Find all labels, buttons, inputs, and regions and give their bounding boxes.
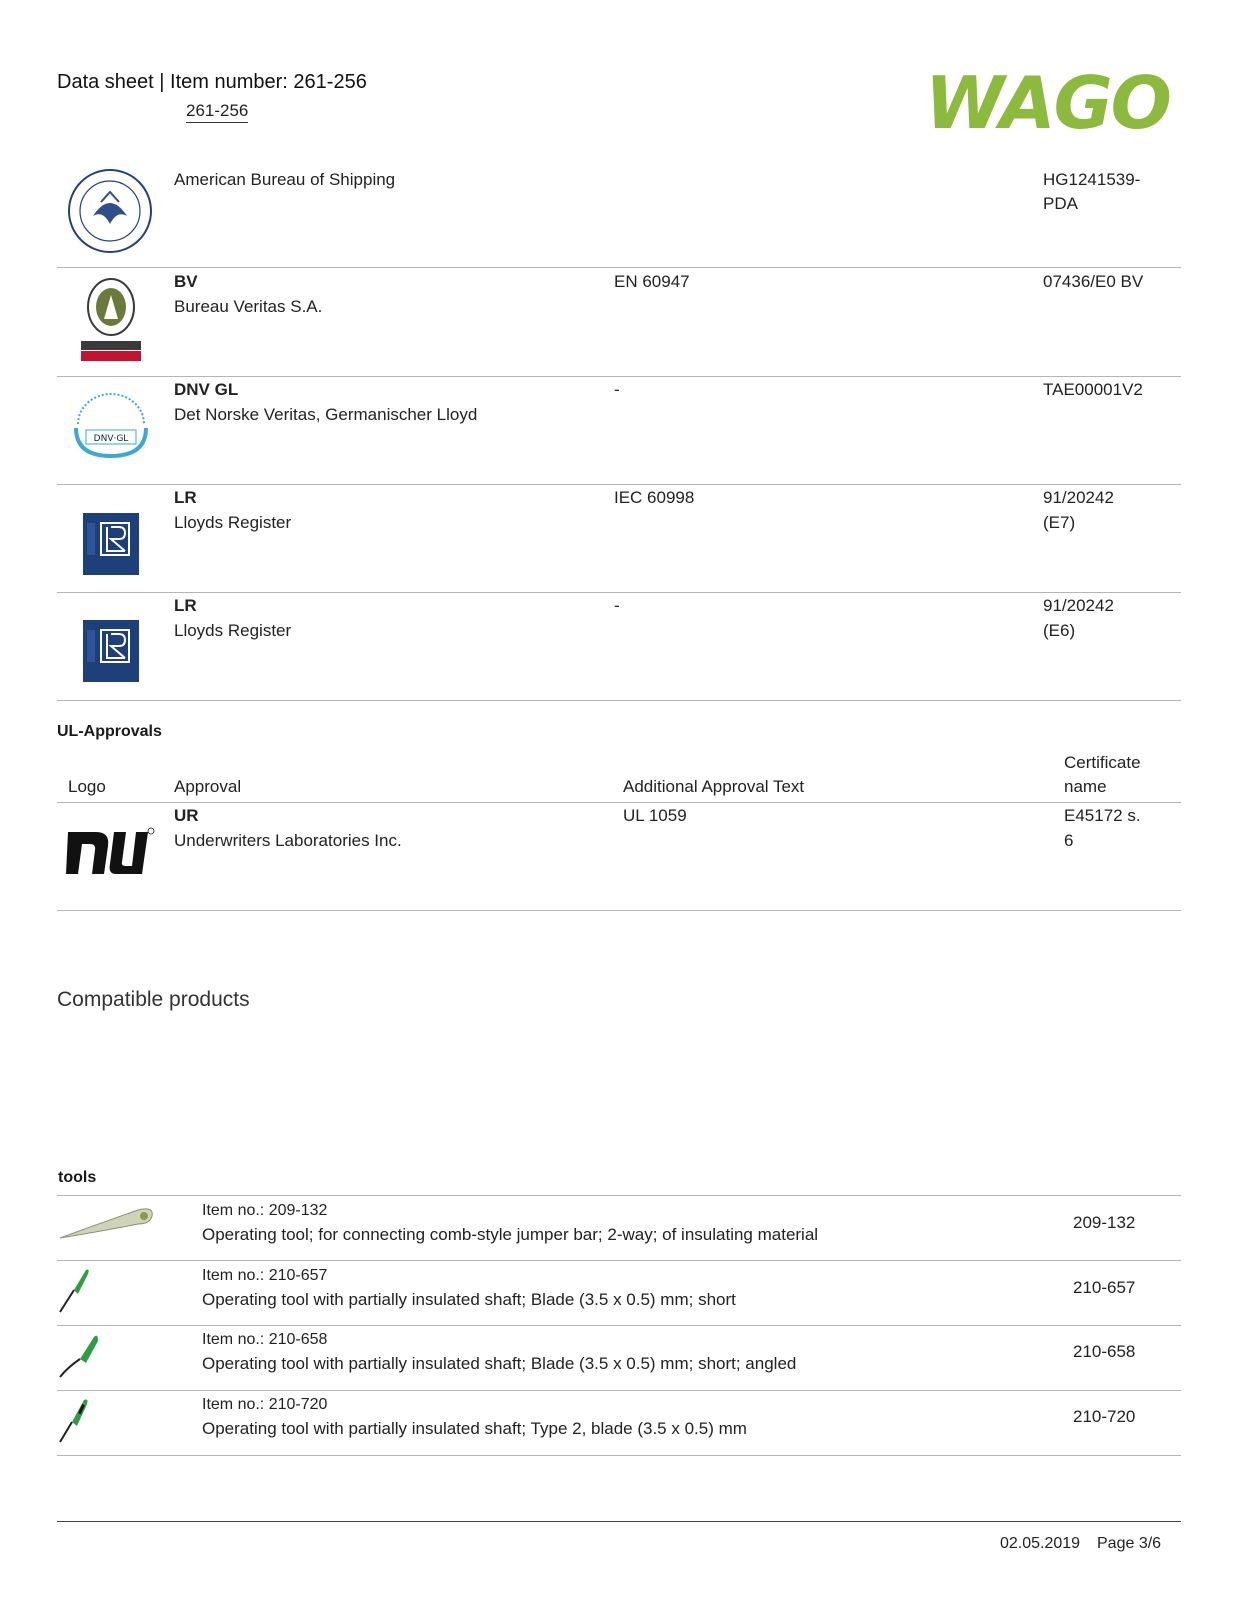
row-divider [57,376,1181,377]
footer-date: 02.05.2019 [1000,1535,1081,1552]
row-divider [57,1260,1181,1261]
approval-standard: UL 1059 [623,806,687,825]
approval-short: LR [174,488,197,507]
ul-approvals-heading: UL-Approvals [57,723,162,740]
dnv-gl-icon [70,390,152,468]
approval-standard: - [614,380,620,399]
row-divider [57,802,1181,803]
item-ref[interactable]: 210-657 [1073,1278,1136,1297]
item-number: Item no.: 209-132 [202,1202,328,1219]
row-divider [57,700,1181,701]
operating-tool-icon [58,1204,156,1244]
approval-standard: - [614,596,620,615]
row-divider [57,592,1181,593]
approval-short: LR [174,596,197,615]
item-description: Operating tool with partially insulated shaft; Blade (3.5 x 0.5) mm; short; angled [202,1354,797,1373]
column-header-logo: Logo [68,777,106,796]
wago-logo-text: WAGO [925,61,1170,144]
item-number: Item no.: 210-657 [202,1267,328,1284]
item-number: Item no.: 210-658 [202,1331,328,1348]
category-heading: tools [58,1169,97,1186]
row-divider [57,1455,1181,1456]
certificate-name: TAE00001V2 [1043,380,1143,399]
certificate-name: HG1241539- [1043,170,1141,189]
bureau-veritas-icon [80,277,142,363]
certificate-name-cont: (E6) [1043,621,1076,640]
approval-name: American Bureau of Shipping [174,170,396,189]
row-divider [57,1195,1181,1196]
column-header-additional: Additional Approval Text [623,777,805,796]
svg-text:DNV·GL: DNV·GL [93,434,129,444]
certificate-name: E45172 s. [1064,806,1141,825]
lloyds-register-icon [83,513,139,575]
compatible-products-heading: Compatible products [57,988,250,1011]
row-divider [57,1390,1181,1391]
approval-standard: IEC 60998 [614,488,695,507]
row-divider [57,910,1181,911]
approval-short: UR [174,806,199,825]
abs-icon [67,168,153,254]
certificate-name: 07436/E0 BV [1043,272,1144,291]
item-number: Item no.: 210-720 [202,1396,328,1413]
certificate-name: 91/20242 [1043,488,1114,507]
approval-name: Underwriters Laboratories Inc. [174,831,402,850]
item-description: Operating tool; for connecting comb-style jumper bar; 2-way; of insulating material [202,1225,819,1244]
certificate-name-cont: PDA [1043,194,1078,213]
approval-name: Det Norske Veritas, Germanischer Lloyd [174,405,478,424]
certificate-name-cont: 6 [1064,831,1074,850]
lloyds-register-icon [83,620,139,682]
page-title: Data sheet | Item number: 261-256 [57,71,367,93]
screwdriver-icon [58,1268,92,1314]
approval-name: Lloyds Register [174,621,292,640]
approval-name: Lloyds Register [174,513,292,532]
item-number-link[interactable]: 261-256 [186,101,248,123]
item-description: Operating tool with partially insulated shaft; Blade (3.5 x 0.5) mm; short [202,1290,736,1309]
screwdriver-icon [58,1398,92,1444]
angled-screwdriver-icon [58,1333,102,1379]
item-description: Operating tool with partially insulated shaft; Type 2, blade (3.5 x 0.5) mm [202,1419,747,1438]
row-divider [57,267,1181,268]
item-ref[interactable]: 210-720 [1073,1407,1136,1426]
approval-short: DNV GL [174,380,239,399]
certificate-name: 91/20242 [1043,596,1114,615]
footer-page-number: Page 3/6 [1097,1535,1162,1552]
ul-recognized-icon [66,826,156,882]
approval-standard: EN 60947 [614,272,690,291]
row-divider [57,484,1181,485]
column-header-certificate: Certificate [1064,753,1141,772]
certificate-name-cont: (E7) [1043,513,1076,532]
item-ref[interactable]: 210-658 [1073,1342,1136,1361]
approval-name: Bureau Veritas S.A. [174,297,323,316]
column-header-certificate-cont: name [1064,777,1107,796]
approval-short: BV [174,272,198,291]
footer-divider [57,1521,1181,1522]
column-header-approval: Approval [174,777,242,796]
row-divider [57,1325,1181,1326]
item-ref[interactable]: 209-132 [1073,1213,1136,1232]
wago-logo [925,58,1180,144]
